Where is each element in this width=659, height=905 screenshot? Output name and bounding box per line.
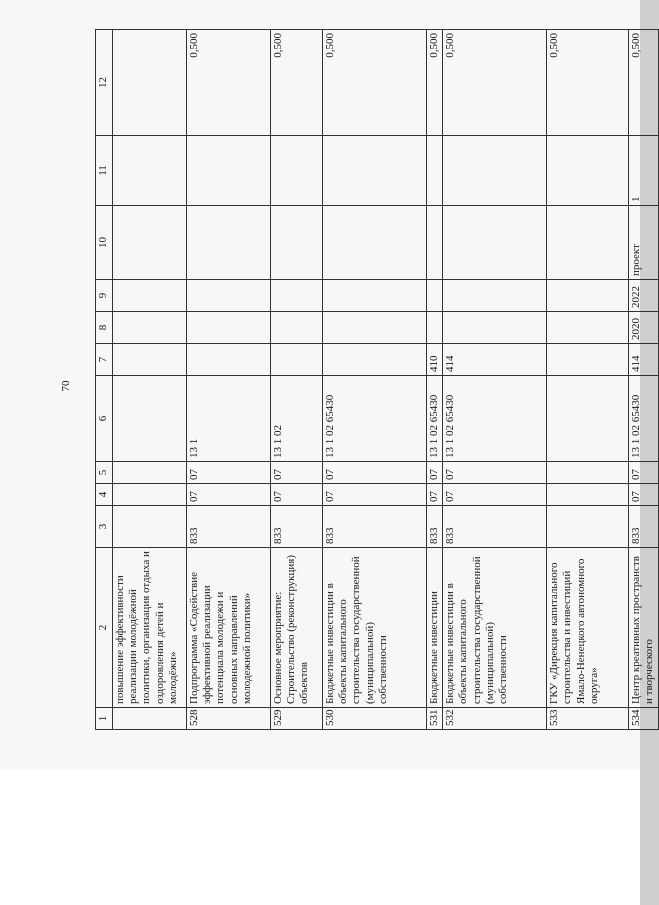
table-cell: 0,500 <box>271 30 323 136</box>
table-cell <box>427 312 443 344</box>
column-header: 5 <box>96 462 113 484</box>
table-cell <box>443 136 547 206</box>
table-cell <box>547 206 629 280</box>
table-cell: 414 <box>443 344 547 376</box>
table-cell <box>547 462 629 484</box>
table-cell <box>113 312 187 344</box>
table-cell: 2020 <box>629 312 658 344</box>
column-header: 12 <box>96 30 113 136</box>
table-cell: 833 <box>427 506 443 548</box>
row-number-cell: 534 <box>629 708 658 730</box>
table-cell: 07 <box>629 462 658 484</box>
blank-area <box>0 770 640 905</box>
table-row <box>427 30 443 730</box>
table-cell: 833 <box>323 506 427 548</box>
table-cell: 07 <box>629 484 658 506</box>
table-cell <box>113 206 187 280</box>
table-cell <box>113 484 187 506</box>
table-cell <box>427 280 443 312</box>
table-cell: 833 <box>187 506 271 548</box>
column-header: 1 <box>96 708 113 730</box>
table-cell <box>113 280 187 312</box>
table-cell <box>323 280 427 312</box>
table-row <box>113 30 187 730</box>
header-row <box>96 30 113 730</box>
row-title-cell: Центр креативных пространств и творческого <box>629 548 658 708</box>
table-cell: 07 <box>443 484 547 506</box>
table-cell: 1 <box>629 136 658 206</box>
table-cell: 833 <box>443 506 547 548</box>
row-number-cell: 533 <box>547 708 629 730</box>
table-cell <box>443 312 547 344</box>
table-cell <box>443 280 547 312</box>
row-number-cell <box>113 708 187 730</box>
table-cell <box>187 206 271 280</box>
table-cell <box>547 312 629 344</box>
table-cell: 07 <box>427 462 443 484</box>
table-cell: 833 <box>271 506 323 548</box>
table-cell <box>113 30 187 136</box>
table-cell <box>323 206 427 280</box>
table-cell <box>547 506 629 548</box>
table-cell: 0,500 <box>629 30 658 136</box>
page-number: 70 <box>60 380 72 392</box>
table-cell: 0,500 <box>323 30 427 136</box>
table-cell <box>271 344 323 376</box>
table-cell: 414 <box>629 344 658 376</box>
table-cell: 13 1 <box>187 376 271 462</box>
table-cell <box>427 206 443 280</box>
table-row <box>187 30 271 730</box>
table-cell <box>547 376 629 462</box>
table-cell: 07 <box>187 484 271 506</box>
table-cell: 2022 <box>629 280 658 312</box>
table-cell: 0,500 <box>427 30 443 136</box>
table-cell <box>323 136 427 206</box>
table-cell <box>271 280 323 312</box>
table-cell <box>271 312 323 344</box>
table-cell <box>113 136 187 206</box>
table-cell: 13 1 02 <box>271 376 323 462</box>
column-header: 11 <box>96 136 113 206</box>
table-cell: 07 <box>271 462 323 484</box>
table-cell <box>427 136 443 206</box>
table-cell: 13 1 02 65430 <box>443 376 547 462</box>
column-header: 9 <box>96 280 113 312</box>
table-cell <box>187 280 271 312</box>
table-cell: 0,500 <box>187 30 271 136</box>
row-number-cell: 531 <box>427 708 443 730</box>
table-cell <box>547 136 629 206</box>
table-cell <box>443 206 547 280</box>
table-row <box>271 30 323 730</box>
table-cell <box>271 136 323 206</box>
row-number-cell: 528 <box>187 708 271 730</box>
table-cell: проект <box>629 206 658 280</box>
table-cell <box>187 312 271 344</box>
table-cell: 07 <box>323 484 427 506</box>
row-title-cell: Бюджетные инвестиции в объекты капитального строительства государственной (муниципальной) собственности <box>323 548 427 708</box>
column-header: 10 <box>96 206 113 280</box>
column-header: 8 <box>96 312 113 344</box>
table-row <box>629 30 658 730</box>
table-cell: 07 <box>427 484 443 506</box>
table-cell <box>271 206 323 280</box>
table-cell <box>547 344 629 376</box>
table-cell <box>113 462 187 484</box>
table-cell: 07 <box>443 462 547 484</box>
table-cell <box>323 312 427 344</box>
table-cell <box>187 136 271 206</box>
table-cell: 07 <box>187 462 271 484</box>
table-cell <box>113 376 187 462</box>
table-cell <box>547 484 629 506</box>
table-cell: 07 <box>323 462 427 484</box>
table-cell <box>113 506 187 548</box>
column-header: 4 <box>96 484 113 506</box>
table-row <box>547 30 629 730</box>
row-number-cell: 529 <box>271 708 323 730</box>
table-cell: 833 <box>629 506 658 548</box>
row-title-cell: Подпрограмма «Содействие эффективной реализации потенциала молодежи и основных направлений молодежной политики» <box>187 548 271 708</box>
table-cell <box>547 280 629 312</box>
table-cell: 13 1 02 65430 <box>323 376 427 462</box>
row-title-cell: повышение эффективности реализации молодёжной политики, организация отдыха и оздоровления детей и молодёжи» <box>113 548 187 708</box>
table-cell: 13 1 02 65430 <box>427 376 443 462</box>
row-number-cell: 532 <box>443 708 547 730</box>
table-cell <box>113 344 187 376</box>
table-cell: 0,500 <box>443 30 547 136</box>
budget-table-wrapper <box>95 30 656 730</box>
table-row <box>443 30 547 730</box>
column-header: 7 <box>96 344 113 376</box>
column-header: 6 <box>96 376 113 462</box>
column-header: 3 <box>96 506 113 548</box>
table-cell <box>187 344 271 376</box>
row-number-cell: 530 <box>323 708 427 730</box>
row-title-cell: ГКУ «Дирекция капитального строительства и инвестиций Ямало-Ненецкого автономного округа» <box>547 548 629 708</box>
budget-table <box>95 29 659 730</box>
table-cell: 13 1 02 65430 <box>629 376 658 462</box>
row-title-cell: Бюджетные инвестиции в объекты капитального строительства государственной (муниципальной) собственности <box>443 548 547 708</box>
row-title-cell: Основное мероприятие: Строительство (реконструкция) объектов <box>271 548 323 708</box>
table-row <box>323 30 427 730</box>
table-cell: 0,500 <box>547 30 629 136</box>
row-title-cell: Бюджетные инвестиции <box>427 548 443 708</box>
column-header: 2 <box>96 548 113 708</box>
table-cell: 07 <box>271 484 323 506</box>
table-cell <box>323 344 427 376</box>
table-cell: 410 <box>427 344 443 376</box>
